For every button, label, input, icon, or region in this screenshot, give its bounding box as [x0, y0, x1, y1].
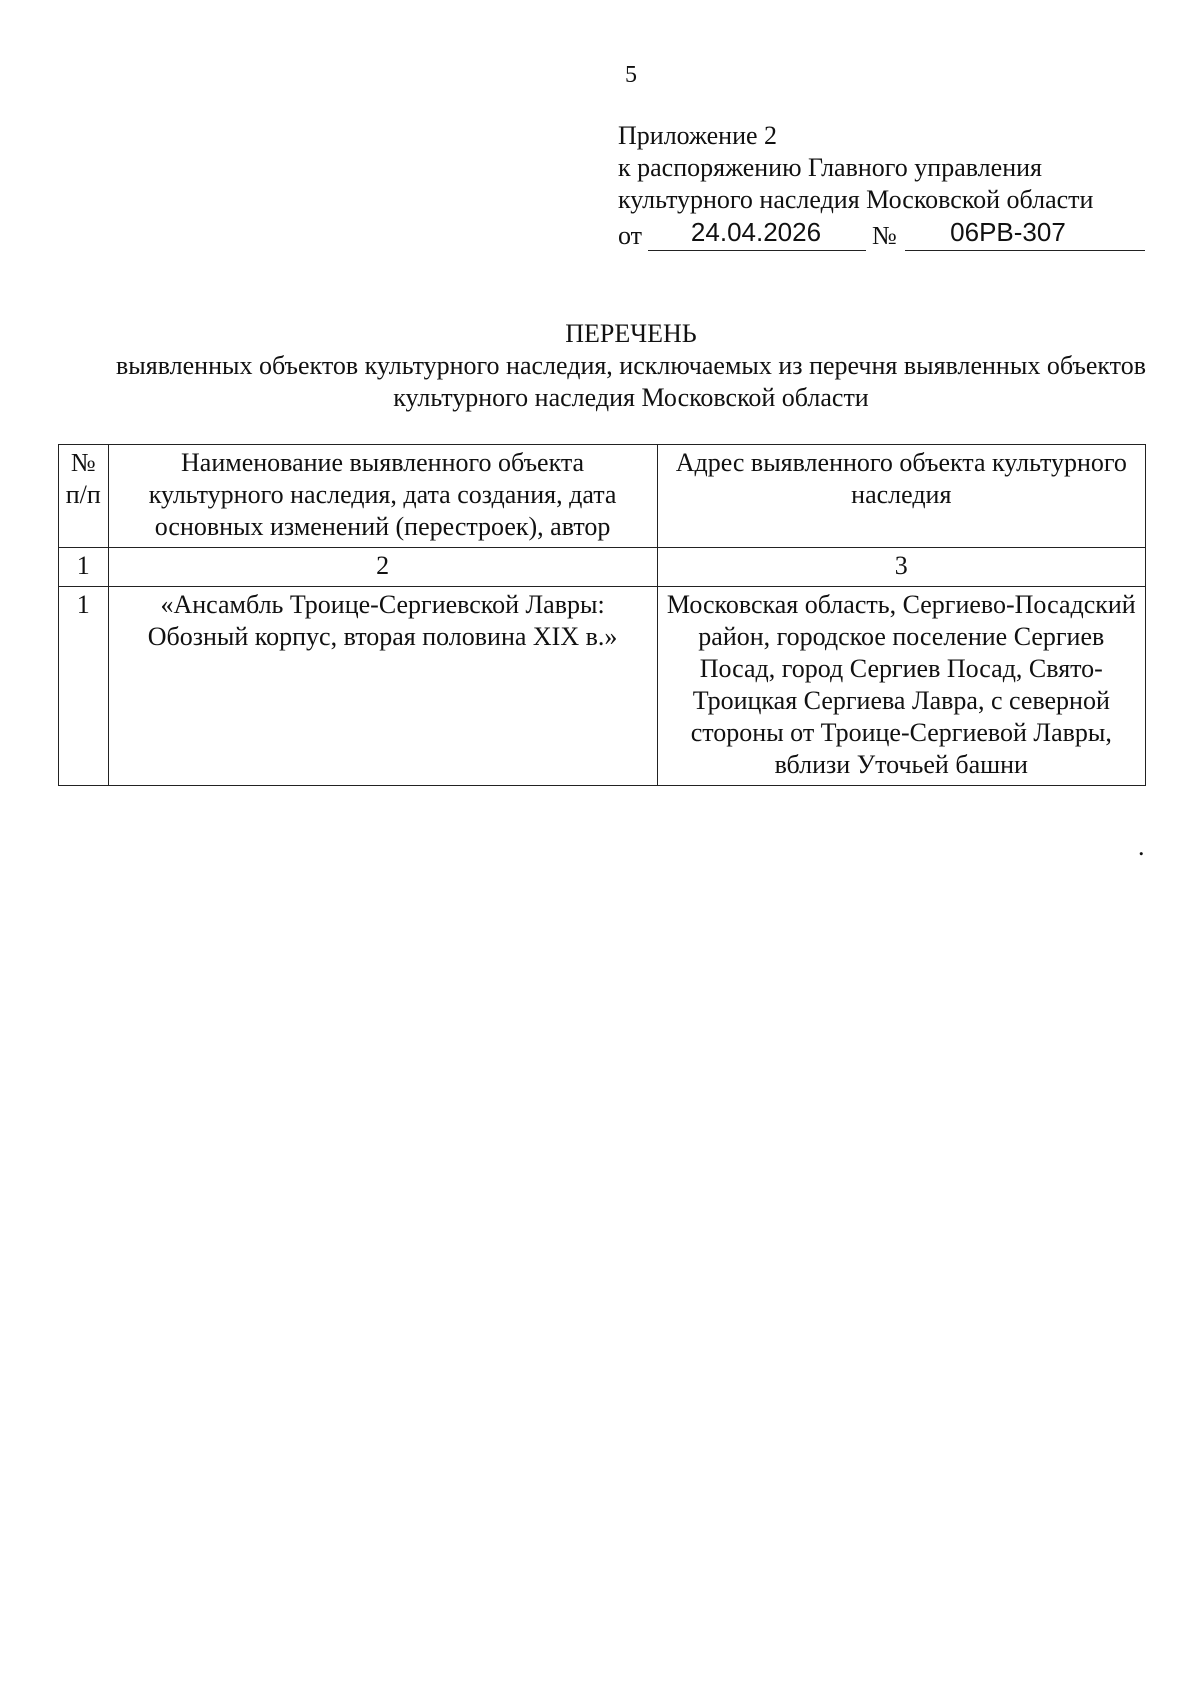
appendix-order-ref: к распоряжению Главного управления: [618, 153, 1042, 182]
column-number-1: 1: [59, 548, 109, 587]
row-object-address: Московская область, Сергиево-Посадский район, городское поселение Сергиев Посад, город Сергиев Посад, Свято-Троицкая Сергиева Лавра, с северной стороны от Троице-Сергиевой Лавры, вблизи Уточьей башни: [657, 587, 1145, 786]
column-numbers-row: [59, 548, 1146, 587]
objects-table: [58, 444, 1146, 786]
column-number-2: 2: [108, 548, 657, 587]
page-number: 5: [625, 62, 637, 88]
row-object-name: «Ансамбль Троице-Сергиевской Лавры: Обозный корпус, вторая половина XIX в.»: [108, 587, 657, 786]
header-number: № п/п: [59, 445, 109, 548]
document-subtitle: выявленных объектов культурного наследия, исключаемых из перечня выявленных объектов культурного наследия Московской области: [116, 351, 1146, 412]
number-field: 06РВ-307: [950, 217, 1066, 247]
appendix-title: Приложение 2: [618, 121, 778, 150]
trailing-mark: .: [1138, 832, 1145, 861]
appendix-date-row: [618, 216, 1093, 252]
date-underline: [648, 250, 866, 251]
date-field: 24.04.2026: [690, 217, 822, 247]
table-row: [59, 587, 1146, 786]
document-title: ПЕРЕЧЕНЬ: [565, 319, 697, 348]
appendix-block: [618, 120, 1093, 252]
column-number-3: 3: [657, 548, 1145, 587]
date-label: от: [618, 221, 643, 250]
header-address: Адрес выявленного объекта культурного наследия: [657, 445, 1145, 548]
number-underline: [905, 250, 1145, 251]
appendix-authority: культурного наследия Московской области: [618, 185, 1094, 214]
table-header-row: [59, 445, 1146, 548]
row-number: 1: [59, 587, 109, 786]
number-label: №: [872, 221, 897, 250]
header-name: Наименование выявленного объекта культурного наследия, дата создания, дата основных изменений (перестроек), автор: [108, 445, 657, 548]
